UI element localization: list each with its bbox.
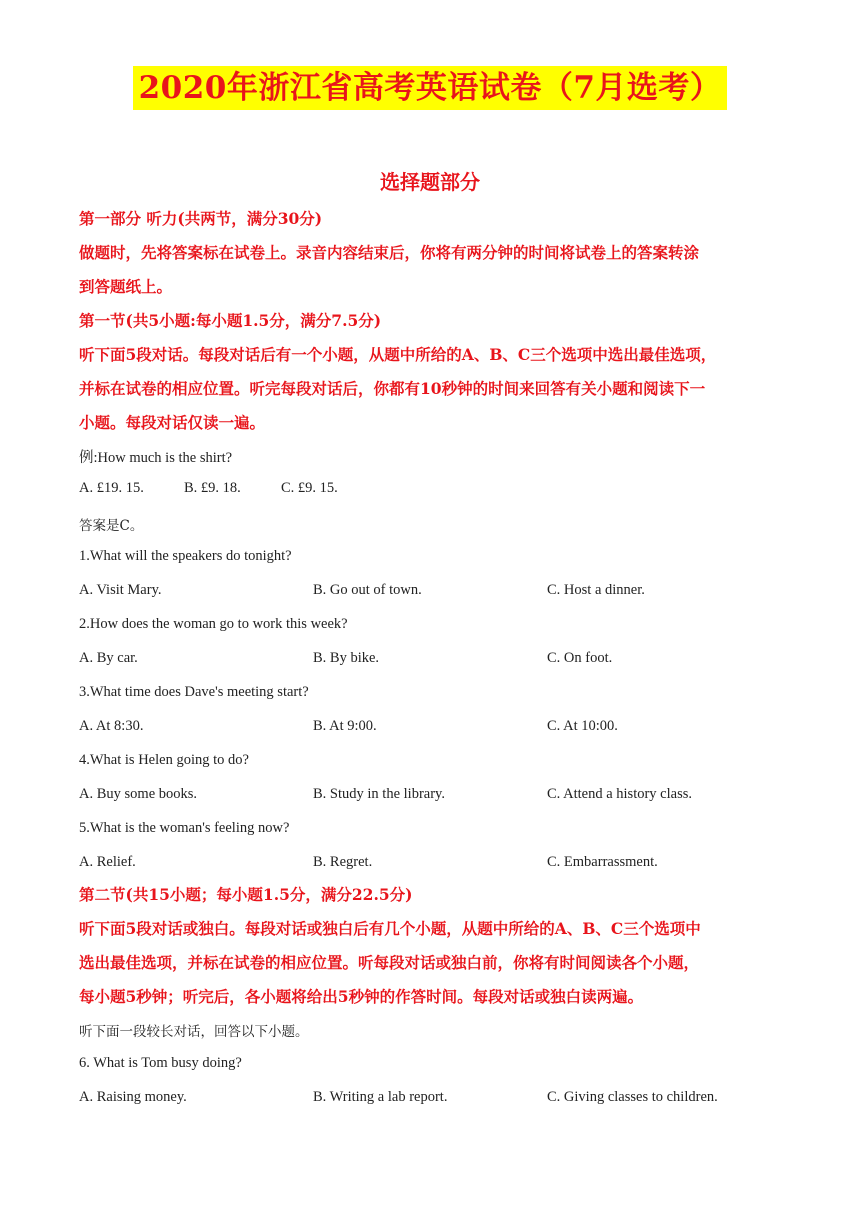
example-question: 例:How much is the shirt? bbox=[79, 450, 233, 466]
option-a: A. By car. bbox=[79, 650, 138, 666]
section2-instruction-line: 听下面5段对话或独白。每段对话或独白后有几个小题，从题中所给的A、B、C三个选项中 bbox=[79, 919, 701, 938]
question-3: 3.What time does Dave's meeting start? bbox=[79, 684, 309, 700]
part1-heading: 第一部分 听力(共两节，满分30分) bbox=[79, 209, 323, 228]
option-c: C. On foot. bbox=[547, 650, 613, 666]
question-2: 2.How does the woman go to work this week? bbox=[79, 616, 348, 632]
example-option-c: C. £9. 15. bbox=[281, 480, 338, 496]
section1-heading: 第一节(共5小题:每小题1.5分，满分7.5分) bbox=[79, 311, 382, 330]
option-c: C. At 10:00. bbox=[547, 718, 618, 734]
part1-instruction-line: 到答题纸上。 bbox=[79, 277, 173, 296]
option-b: B. Study in the library. bbox=[313, 786, 445, 802]
example-option-b: B. £9. 18. bbox=[184, 480, 241, 496]
example-answer: 答案是C。 bbox=[79, 518, 144, 534]
question-1: 1.What will the speakers do tonight? bbox=[79, 548, 292, 564]
title-container bbox=[0, 66, 860, 110]
section2-instruction-line: 选出最佳选项，并标在试卷的相应位置。听每段对话或独白前，你将有时间阅读各个小题， bbox=[79, 953, 700, 972]
section-title: 选择题部分 bbox=[380, 170, 480, 194]
option-a: A. Relief. bbox=[79, 854, 136, 870]
section2-instruction-line: 每小题5秒钟；听完后，各小题将给出5秒钟的作答时间。每段对话或独白读两遍。 bbox=[79, 987, 644, 1006]
question-4: 4.What is Helen going to do? bbox=[79, 752, 249, 768]
option-c: C. Embarrassment. bbox=[547, 854, 658, 870]
option-c: C. Giving classes to children. bbox=[547, 1089, 718, 1105]
section2-intro: 听下面一段较长对话，回答以下小题。 bbox=[79, 1024, 309, 1040]
option-a: A. Raising money. bbox=[79, 1089, 187, 1105]
example-option-a: A. £19. 15. bbox=[79, 480, 144, 496]
question-5: 5.What is the woman's feeling now? bbox=[79, 820, 290, 836]
exam-title: 2020年浙江省高考英语试卷（7月选考） bbox=[133, 66, 728, 110]
section1-instruction-line: 听下面5段对话。每段对话后有一个小题，从题中所给的A、B、C三个选项中选出最佳选项， bbox=[79, 345, 717, 364]
part1-instruction-line: 做题时，先将答案标在试卷上。录音内容结束后，你将有两分钟的时间将试卷上的答案转涂 bbox=[79, 243, 700, 262]
option-a: A. Visit Mary. bbox=[79, 582, 162, 598]
section1-instruction-line: 小题。每段对话仅读一遍。 bbox=[79, 413, 266, 432]
section1-instruction-line: 并标在试卷的相应位置。听完每段对话后，你都有10秒钟的时间来回答有关小题和阅读下一 bbox=[79, 379, 706, 398]
option-b: B. By bike. bbox=[313, 650, 380, 666]
option-a: A. At 8:30. bbox=[79, 718, 144, 734]
option-b: B. Regret. bbox=[313, 854, 373, 870]
option-b: B. Go out of town. bbox=[313, 582, 422, 598]
option-c: C. Attend a history class. bbox=[547, 786, 692, 802]
option-c: C. Host a dinner. bbox=[547, 582, 645, 598]
option-b: B. At 9:00. bbox=[313, 718, 377, 734]
section2-heading: 第二节(共15小题；每小题1.5分，满分22.5分) bbox=[79, 885, 413, 904]
option-b: B. Writing a lab report. bbox=[313, 1089, 448, 1105]
option-a: A. Buy some books. bbox=[79, 786, 198, 802]
question-6: 6. What is Tom busy doing? bbox=[79, 1055, 242, 1071]
